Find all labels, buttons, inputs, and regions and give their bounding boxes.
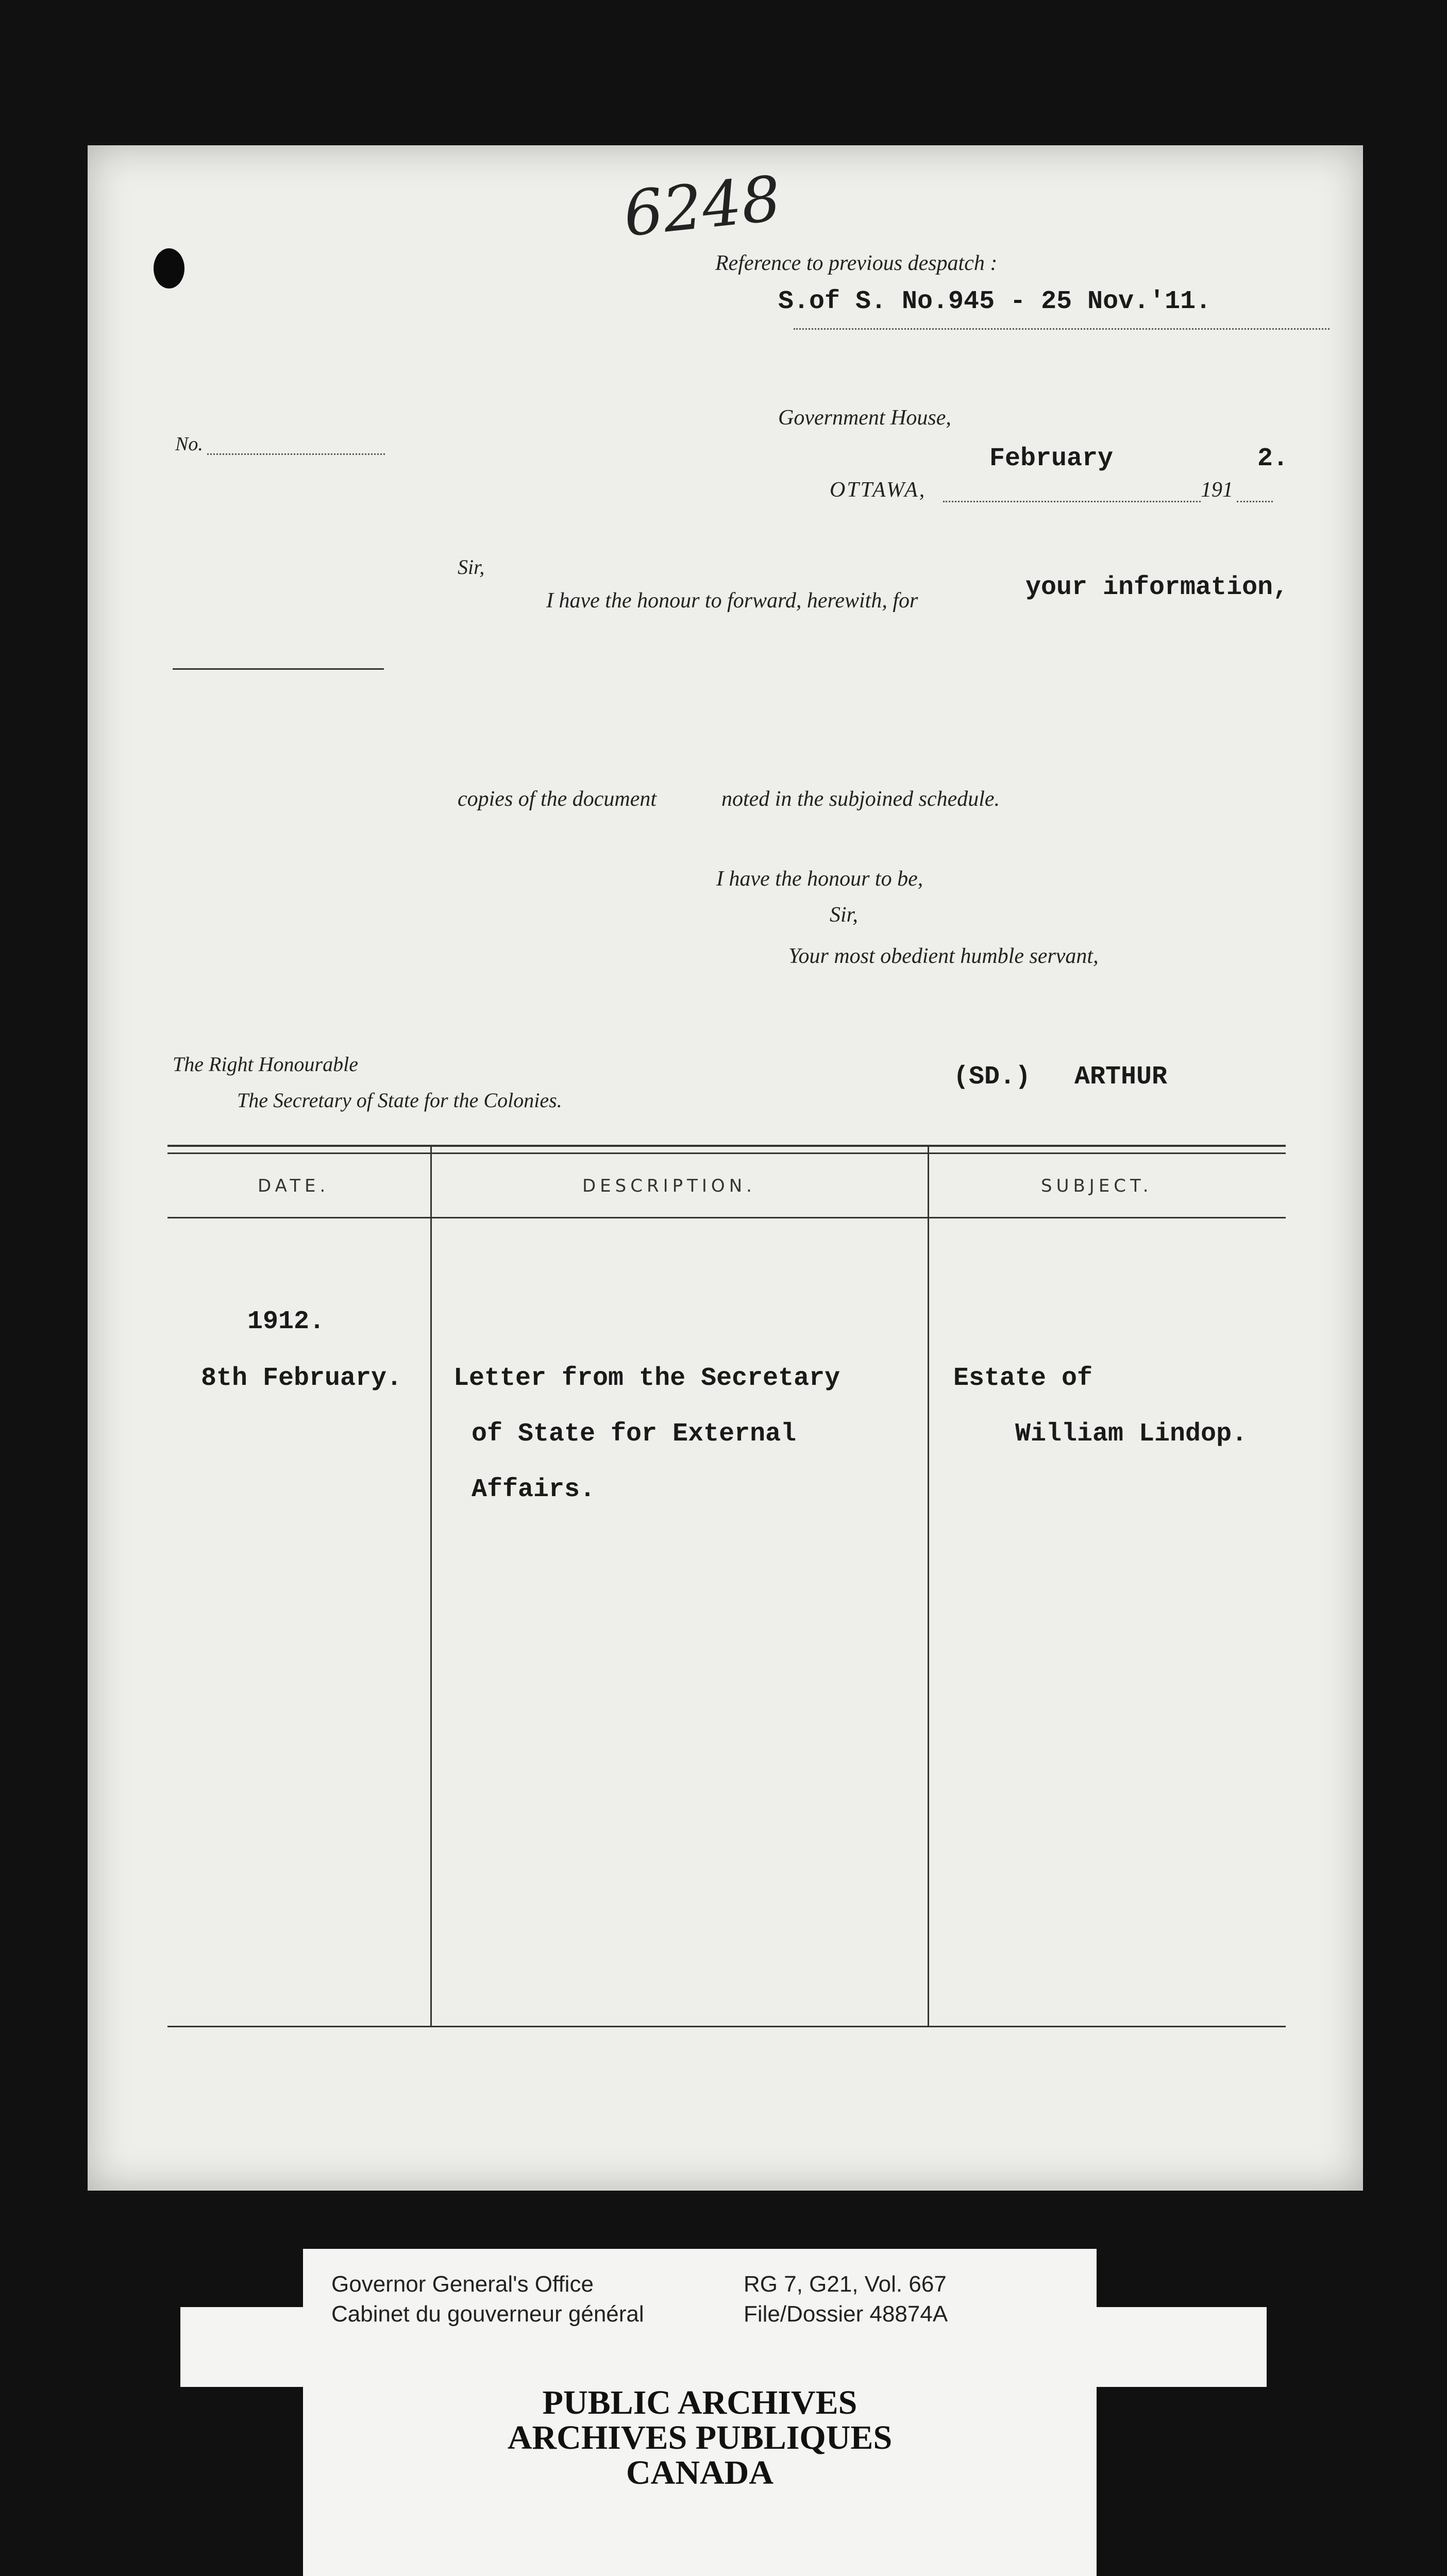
subject-line-1: Estate of: [953, 1364, 1093, 1393]
closing-line-3: Your most obedient humble servant,: [788, 944, 1099, 968]
archives-english: PUBLIC ARCHIVES: [542, 2384, 857, 2421]
office-english: Governor General's Office: [331, 2272, 594, 2297]
description-line-2: of State for External: [472, 1419, 797, 1449]
date-day: 2.: [1257, 444, 1289, 473]
closing-line-1: I have the honour to be,: [716, 867, 923, 891]
table-top-rule: [167, 1145, 1286, 1147]
record-group: RG 7, G21, Vol. 667: [744, 2272, 947, 2297]
archives-stamp: [303, 2385, 1097, 2490]
office-french: Cabinet du gouverneur général: [331, 2301, 644, 2327]
table-divider-2: [928, 1145, 929, 2026]
closing-line-2: Sir,: [830, 903, 858, 927]
signed-prefix: (SD.): [953, 1062, 1031, 1092]
punch-hole: [154, 248, 184, 289]
no-underline: [207, 453, 385, 455]
signed-name: ARTHUR: [1074, 1062, 1168, 1092]
table-top-rule-2: [167, 1153, 1286, 1154]
date-month: February: [989, 444, 1114, 473]
ottawa-label: OTTAWA,: [830, 478, 927, 502]
reference-value: S.of S. No.945 - 25 Nov.'11.: [778, 287, 1212, 316]
document-sheet: [88, 145, 1363, 2191]
table-bottom-rule: [167, 2026, 1286, 2027]
date-year: 1912.: [247, 1307, 325, 1336]
salutation: Sir,: [458, 555, 485, 579]
date-underline: [943, 501, 1201, 502]
table-divider-1: [430, 1145, 432, 2026]
description-line-3: Affairs.: [472, 1475, 596, 1504]
column-header-subject: SUBJECT.: [1041, 1176, 1153, 1196]
column-header-date: DATE.: [258, 1176, 330, 1196]
archives-french: ARCHIVES PUBLIQUES: [507, 2419, 893, 2456]
file-number: File/Dossier 48874A: [744, 2301, 948, 2327]
handwritten-file-number: 6248: [620, 163, 784, 251]
column-header-description: DESCRIPTION.: [582, 1176, 756, 1196]
date-value: 8th February.: [201, 1364, 402, 1393]
description-line-1: Letter from the Secretary: [453, 1364, 840, 1393]
addressee-line-1: The Right Honourable: [173, 1053, 358, 1076]
left-blank-rule: [173, 668, 384, 670]
reference-label: Reference to previous despatch :: [715, 251, 998, 275]
forward-line: I have the honour to forward, herewith, for: [546, 589, 918, 613]
table-header-rule: [167, 1217, 1286, 1218]
year-prefix: 191: [1201, 478, 1233, 502]
subject-line-2: William Lindop.: [1015, 1419, 1248, 1449]
copies-right: noted in the subjoined schedule.: [721, 787, 1000, 811]
addressee-line-2: The Secretary of State for the Colonies.: [237, 1089, 562, 1112]
archives-country: CANADA: [626, 2454, 773, 2492]
government-house: Government House,: [778, 406, 951, 430]
purpose: your information,: [1025, 573, 1289, 602]
no-label: No.: [175, 433, 203, 455]
year-underline: [1237, 501, 1273, 502]
reference-underline: [794, 328, 1330, 330]
copies-left: copies of the document: [458, 787, 657, 811]
